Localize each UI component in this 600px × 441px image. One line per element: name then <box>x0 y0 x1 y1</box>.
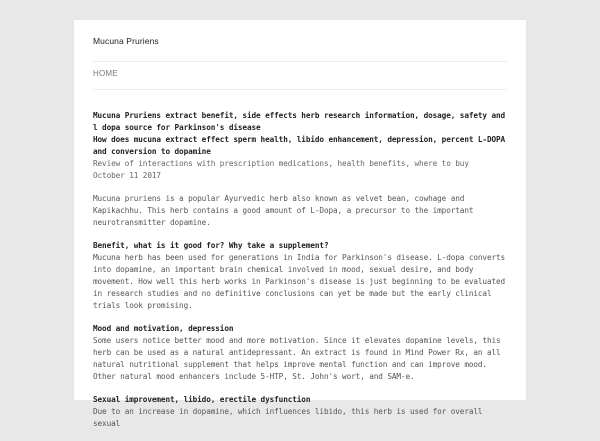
article-intro: Mucuna pruriens is a popular Ayurvedic herb also known as velvet bean, cowhage and Kapikachhu. This herb contains a good amount of L-Dopa, a precursor to the important neurotransmitter dopamine. <box>93 194 474 227</box>
section-body: Mucuna herb has been used for generations in India for Parkinson's disease. L-dopa converts into dopamine, an important brain chemical involved in mood, sexual desire, and body movement. How well this herb works in Parkinson's disease is just beginning to be evaluated in research studies and no definitive conclusions can yet be made but the early clinical trials look promising. <box>93 253 506 310</box>
article-date: October 11 2017 <box>93 171 161 180</box>
section-benefit <box>93 240 513 312</box>
article-heading-primary: Mucuna Pruriens extract benefit, side effects herb research information, dosage, safety and l dopa source for Parkinson's disease <box>93 111 506 132</box>
section-body: Some users notice better mood and more motivation. Since it elevates dopamine levels, this herb can be used as a natural antidepressant. An extract is found in Mind Power Rx, an all natural nutritional supplement that helps improve mental function and can improve mood. Other natural mood enhancers include 5-HTP, St. John's wort, and SAM-e. <box>93 336 501 381</box>
article-heading-secondary: How does mucuna extract effect sperm health, libido enhancement, depression, percent L-DOPA and conversion to dopamine <box>93 135 506 156</box>
section-title: Mood and motivation, depression <box>93 324 234 333</box>
section-sexual <box>93 394 513 430</box>
section-body: Due to an increase in dopamine, which influences libido, this herb is used for overall sexual <box>93 407 483 428</box>
header-divider <box>93 61 507 62</box>
article-content <box>93 110 513 441</box>
section-title: Benefit, what is it good for? Why take a supplement? <box>93 241 329 250</box>
section-title: Sexual improvement, libido, erectile dysfunction <box>93 395 311 404</box>
page-container <box>74 20 526 428</box>
site-title[interactable]: Mucuna Pruriens <box>93 36 159 46</box>
article-subtitle: Review of interactions with prescription medications, health benefits, where to buy <box>93 159 469 168</box>
nav-home-link[interactable]: HOME <box>93 69 118 78</box>
nav-divider <box>93 89 507 90</box>
section-mood <box>93 323 513 383</box>
